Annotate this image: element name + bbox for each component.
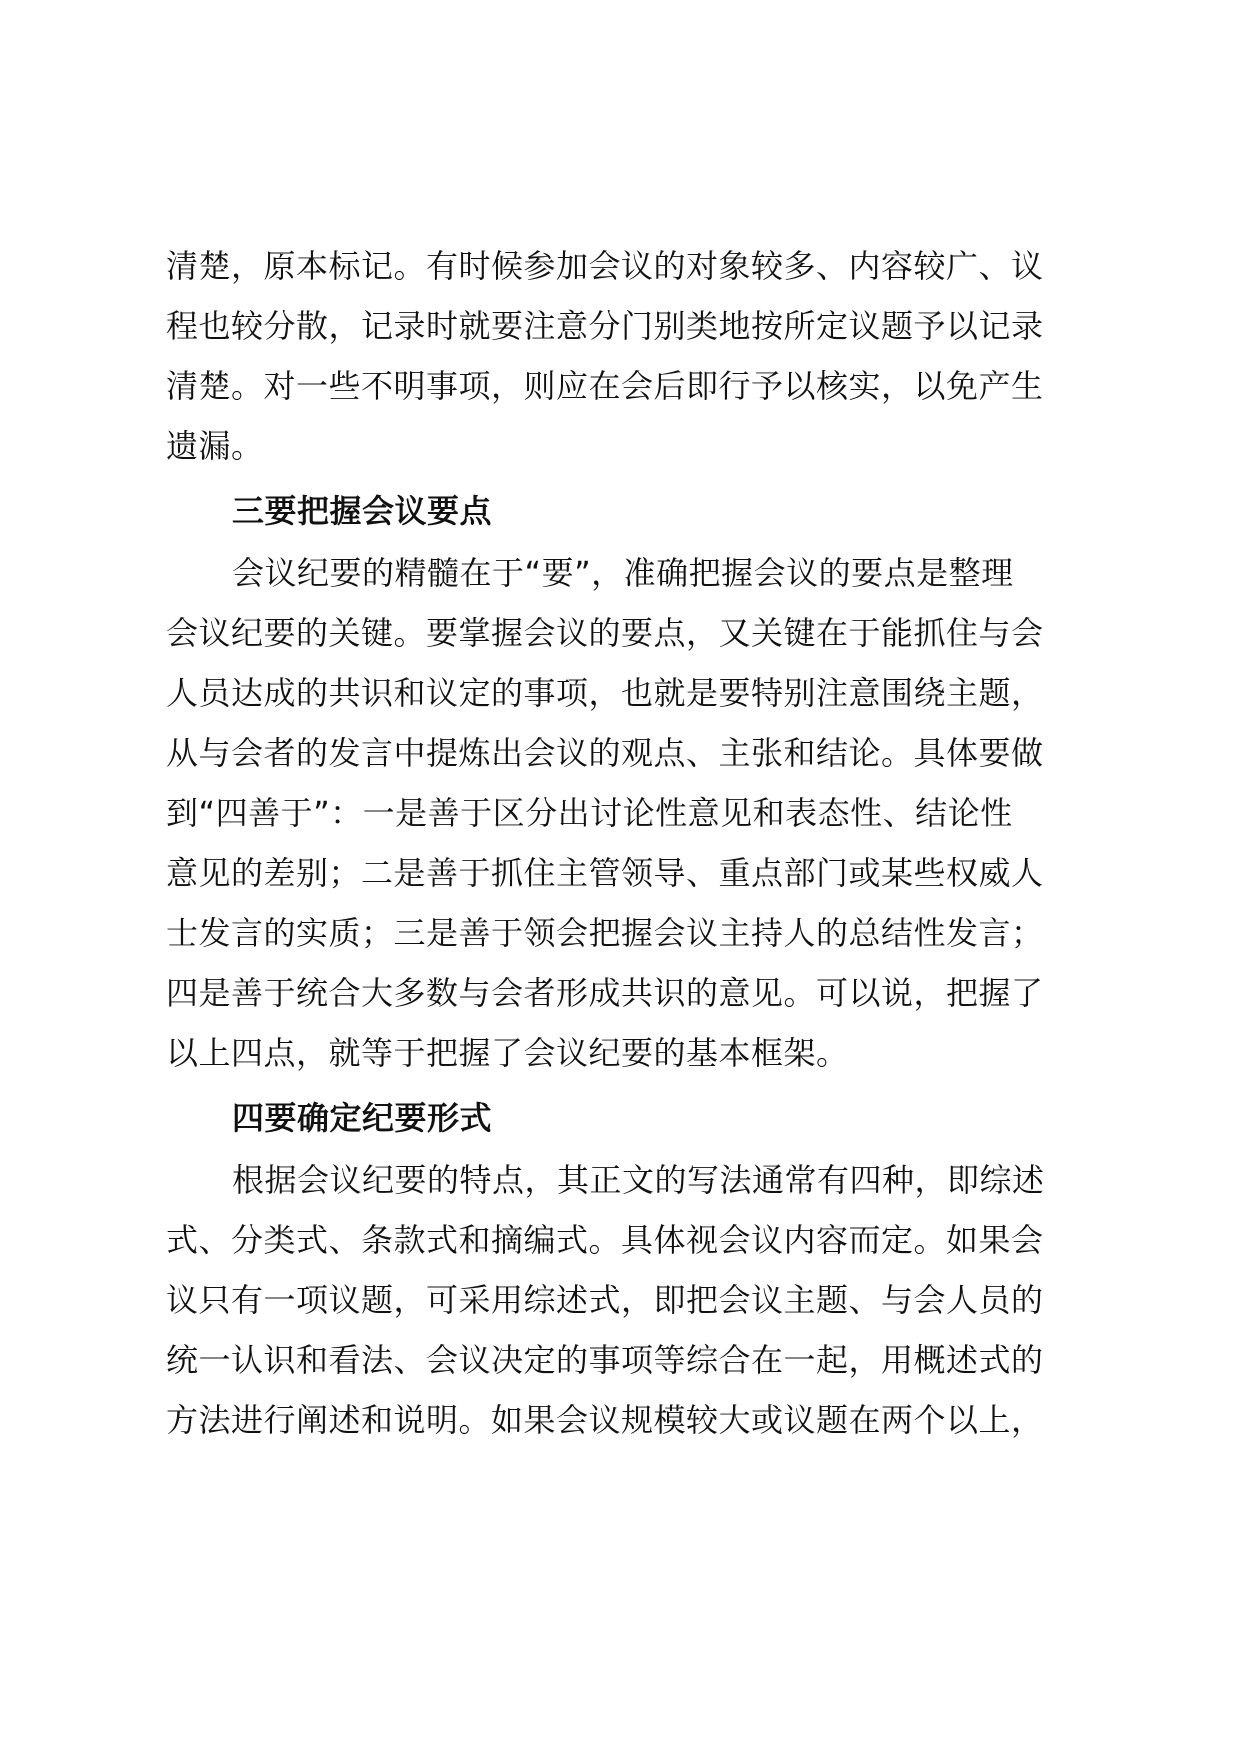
section-heading-3: 三要把握会议要点 bbox=[232, 492, 493, 530]
paragraph-line: 从与会者的发言中提炼出会议的观点、主张和结论。具体要做 bbox=[166, 734, 1044, 772]
paragraph-line: 遗漏。 bbox=[166, 427, 264, 465]
paragraph-line: 方法进行阐述和说明。如果会议规模较大或议题在两个以上， bbox=[166, 1401, 1044, 1439]
paragraph-line: 会议纪要的关键。要掌握会议的要点，又关键在于能抓住与会 bbox=[166, 614, 1044, 652]
paragraph-line: 四是善于统合大多数与会者形成共识的意见。可以说，把握了 bbox=[166, 974, 1044, 1012]
paragraph-line: 意见的差别；二是善于抓住主管领导、重点部门或某些权威人 bbox=[166, 854, 1044, 892]
paragraph-line: 程也较分散，记录时就要注意分门别类地按所定议题予以记录 bbox=[166, 307, 1044, 345]
paragraph-line: 人员达成的共识和议定的事项，也就是要特别注意围绕主题， bbox=[166, 674, 1044, 712]
paragraph-line: 以上四点，就等于把握了会议纪要的基本框架。 bbox=[166, 1034, 849, 1072]
paragraph-line: 统一认识和看法、会议决定的事项等综合在一起，用概述式的 bbox=[166, 1341, 1044, 1379]
paragraph-line: 清楚。对一些不明事项，则应在会后即行予以核实，以免产生 bbox=[166, 367, 1044, 405]
paragraph-line: 会议纪要的精髓在于“要”，准确把握会议的要点是整理 bbox=[232, 554, 1014, 592]
paragraph-line: 清楚，原本标记。有时候参加会议的对象较多、内容较广、议 bbox=[166, 247, 1044, 285]
paragraph-line: 议只有一项议题，可采用综述式，即把会议主题、与会人员的 bbox=[166, 1281, 1044, 1319]
paragraph-line: 根据会议纪要的特点，其正文的写法通常有四种，即综述 bbox=[232, 1161, 1045, 1199]
paragraph-line: 士发言的实质；三是善于领会把握会议主持人的总结性发言； bbox=[166, 914, 1044, 952]
section-heading-4: 四要确定纪要形式 bbox=[232, 1099, 493, 1137]
paragraph-line: 式、分类式、条款式和摘编式。具体视会议内容而定。如果会 bbox=[166, 1221, 1044, 1259]
paragraph-line: 到“四善于”：一是善于区分出讨论性意见和表态性、结论性 bbox=[166, 794, 1013, 832]
